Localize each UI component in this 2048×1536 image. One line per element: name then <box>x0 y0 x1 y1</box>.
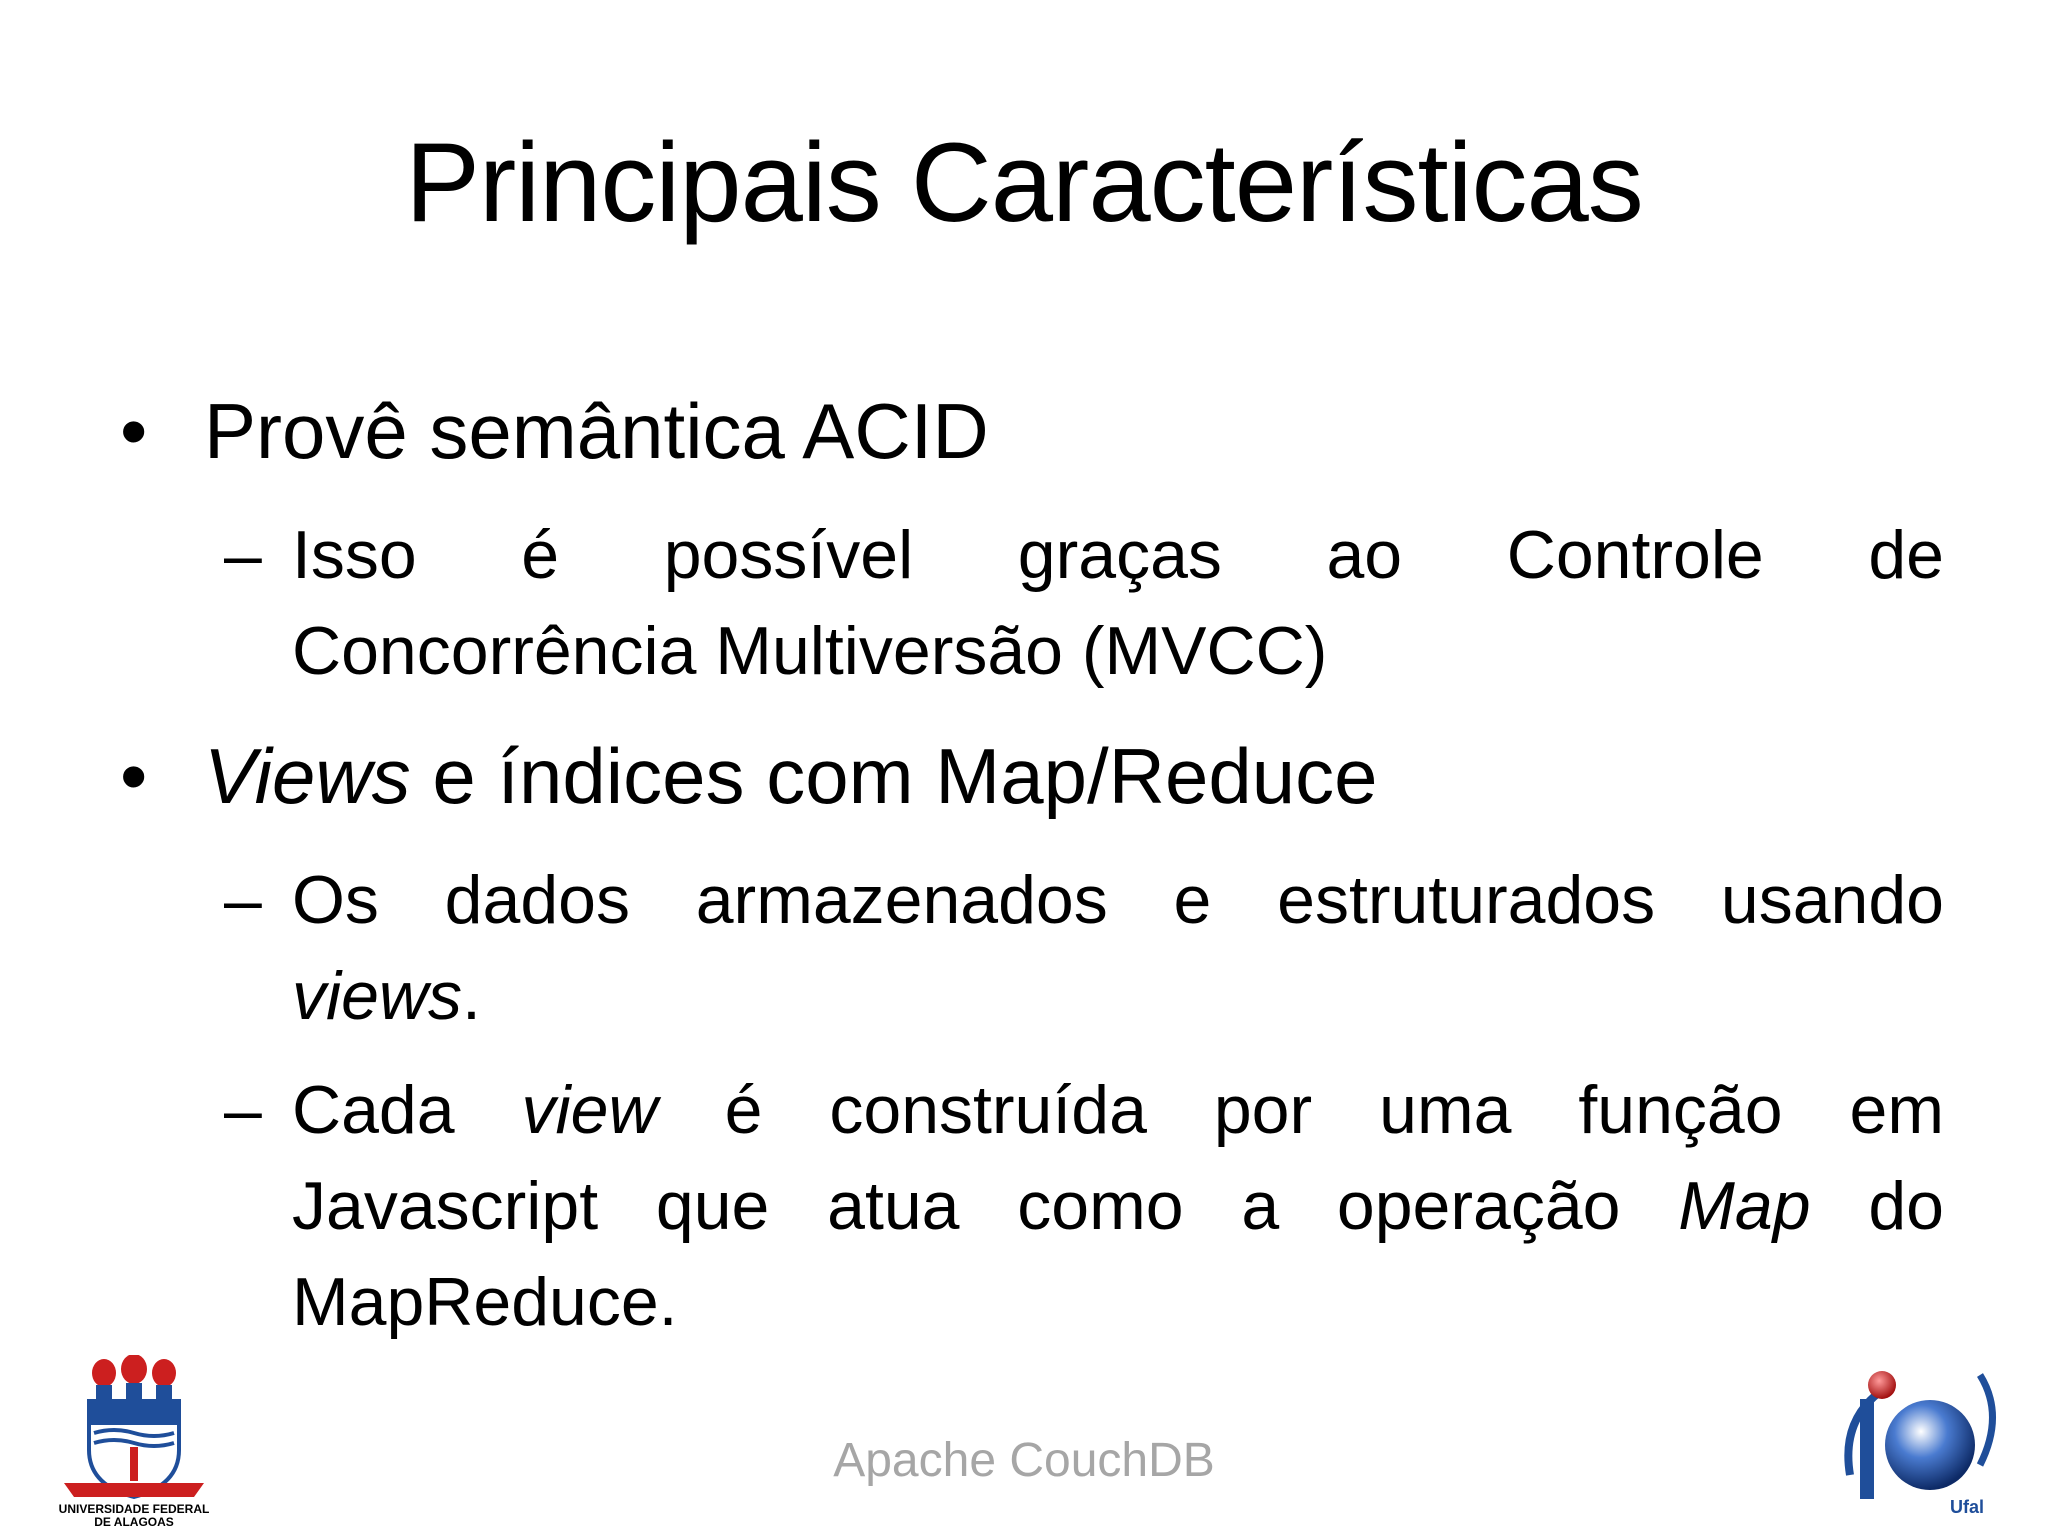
sub-marker: – <box>224 862 262 938</box>
bullet-marker: • <box>120 387 148 475</box>
sub-line <box>292 1062 1944 1158</box>
bullet-2-rest: e índices com Map/Reduce <box>410 732 1378 820</box>
sub-line <box>292 948 1944 1044</box>
bullet-2-text <box>204 727 1377 825</box>
ufal-label: Ufal <box>1950 1497 1985 1517</box>
university-caption <box>44 1503 224 1529</box>
sub-text: Cada <box>292 1072 455 1148</box>
sub-marker: – <box>224 1072 262 1148</box>
bullet-marker: • <box>120 732 148 820</box>
sub-line <box>292 1158 1944 1254</box>
footer-text: Apache CouchDB <box>833 1434 1215 1487</box>
bullet-2 <box>120 727 1920 825</box>
bullet-2-italic: Views <box>204 732 411 820</box>
ic-logo-graphic <box>1830 1355 2005 1520</box>
sub-line: MapReduce. <box>292 1264 678 1340</box>
sub-line: Isso é possível graças ao Controle de <box>292 517 1944 593</box>
sub-italic: view <box>521 1072 658 1148</box>
bullet-1-text: Provê semântica ACID <box>204 387 989 475</box>
caption-line-1: UNIVERSIDADE FEDERAL <box>58 1502 210 1516</box>
sub-marker: – <box>224 517 262 593</box>
ic-ufal-logo-icon <box>1830 1355 2005 1520</box>
slide-title: Principais Características <box>405 120 1643 245</box>
sub-rest: . <box>462 958 481 1034</box>
caption-line-2: DE ALAGOAS <box>94 1515 174 1529</box>
university-coat-of-arms-icon <box>44 1355 224 1530</box>
sub-italic: Map <box>1678 1168 1811 1244</box>
bullet-1-sub-1 <box>224 507 1944 699</box>
bullet-2-sub-2 <box>224 1062 1944 1350</box>
coat-of-arms-graphic <box>44 1355 224 1503</box>
sub-italic: views <box>292 958 463 1034</box>
sub-line: Os dados armazenados e estruturados usando <box>292 862 1944 938</box>
bullet-1 <box>120 382 1920 480</box>
sub-text: do <box>1868 1168 1944 1244</box>
sub-text: é construída por uma função em <box>724 1072 1944 1148</box>
sub-text: Javascript que atua como a operação <box>292 1168 1621 1244</box>
bullet-2-sub-1 <box>224 852 1944 1044</box>
sub-line: Concorrência Multiversão (MVCC) <box>292 613 1328 689</box>
